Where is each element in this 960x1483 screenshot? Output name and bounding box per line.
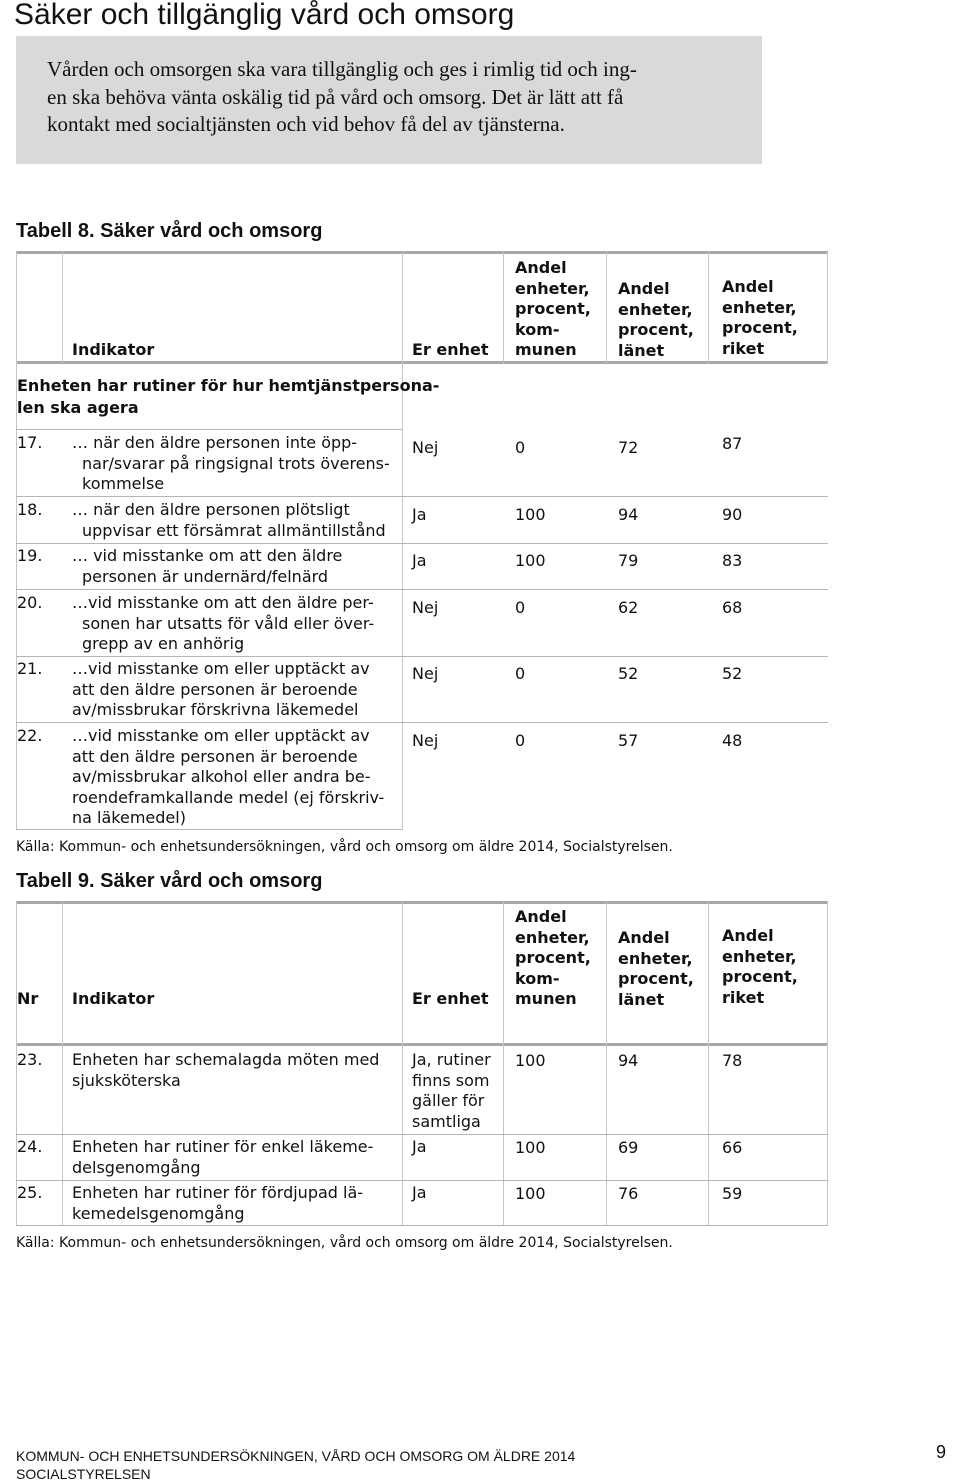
intro-line: Vården och omsorgen ska vara tillgänglig och ges i rimlig tid och ing- [47, 57, 637, 81]
table8-header-kommunen: Andel enheter, procent, kom- munen [515, 258, 591, 359]
table9-header-er-enhet: Er enhet [412, 989, 489, 1008]
row-number: 20. [17, 593, 43, 612]
table9-header-nr: Nr [17, 989, 39, 1008]
row-indicator-text: Enheten har schemalagda möten med sjuksköterska [72, 1050, 380, 1090]
row-kommunen: 0 [515, 598, 526, 617]
intro-line: en ska behöva vänta oskälig tid på vård och omsorg. Det är lätt att få [47, 84, 624, 109]
table8-header-er-enhet: Er enhet [412, 340, 489, 359]
row-kommunen: 100 [515, 1138, 546, 1157]
row-er-enhet: Nej [412, 731, 439, 750]
row-er-enhet: Nej [412, 664, 439, 683]
row-er-enhet: Nej [412, 438, 439, 457]
row-lanet: 72 [618, 438, 639, 457]
table9-vline [708, 902, 709, 1225]
table8-vline [708, 252, 709, 364]
row-number: 23. [17, 1050, 43, 1069]
row-riket: 78 [722, 1051, 743, 1070]
row-kommunen: 100 [515, 551, 546, 570]
table8-header-riket: Andel enheter, procent, riket [722, 277, 798, 358]
table9-vline [62, 902, 63, 1225]
row-kommunen: 0 [515, 664, 526, 683]
page-number: 9 [935, 1442, 946, 1462]
row-riket: 52 [722, 664, 743, 683]
row-indicator-text: …vid misstanke om att den äldre per- sonen har utsatts för våld eller över- grepp av en anhörig [72, 593, 375, 653]
row-riket: 59 [722, 1184, 743, 1203]
footer-publisher: SOCIALSTYRELSEN [16, 1466, 151, 1482]
table8-row-border [16, 496, 828, 497]
row-indicator-text: … vid misstanke om att den äldre personen är undernärd/felnärd [72, 546, 343, 586]
row-riket: 66 [722, 1138, 743, 1157]
table9-vline [606, 902, 607, 1225]
row-lanet: 52 [618, 664, 639, 683]
page-title: Säker och tillgänglig vård och omsorg [14, 0, 515, 31]
table8-vline [402, 252, 403, 830]
table8-source: Källa: Kommun- och enhetsundersökningen, vård och omsorg om äldre 2014, Socialstyrelsen. [16, 839, 673, 855]
table8-row-border [16, 543, 828, 544]
table9-header-riket: Andel enheter, procent, riket [722, 926, 798, 1007]
table9-row-border [16, 1134, 828, 1135]
table9-header-lanet: Andel enheter, procent, länet [618, 928, 694, 1009]
row-lanet: 94 [618, 505, 639, 524]
row-riket: 83 [722, 551, 743, 570]
table8-header-indikator: Indikator [72, 340, 155, 359]
table8-header-lanet: Andel enheter, procent, länet [618, 279, 694, 360]
intro-line: kontakt med socialtjänsten och vid behov få del av tjänsterna. [47, 112, 565, 136]
row-riket: 68 [722, 598, 743, 617]
row-er-enhet: Ja [412, 1183, 427, 1202]
table8-top-border [16, 251, 828, 254]
table9-header-kommunen: Andel enheter, procent, kom- munen [515, 907, 591, 1008]
table9-top-border [16, 901, 828, 904]
table8-section-label: Enheten har rutiner för hur hemtjänstpersona- len ska agera [17, 376, 440, 417]
row-indicator-text: Enheten har rutiner för fördjupad lä- kemedelsgenomgång [72, 1183, 364, 1223]
row-er-enhet: Nej [412, 598, 439, 617]
table8-title: Tabell 8. Säker vård och omsorg [16, 220, 323, 242]
row-kommunen: 0 [515, 438, 526, 457]
table8-row-border [16, 589, 828, 590]
table9-header-bottom-border [16, 1043, 828, 1046]
row-number: 19. [17, 546, 43, 565]
table9-vline [402, 902, 403, 1225]
table8-row-border [16, 722, 828, 723]
table8-row-border [16, 429, 402, 430]
table8-vline [606, 252, 607, 364]
table8-row-border [16, 656, 828, 657]
table9-source: Källa: Kommun- och enhetsundersökningen, vård och omsorg om äldre 2014, Socialstyrelsen. [16, 1235, 673, 1251]
row-kommunen: 100 [515, 1051, 546, 1070]
row-er-enhet: Ja [412, 1137, 427, 1156]
row-indicator-text: … när den äldre personen inte öpp- nar/svarar på ringsignal trots överens- kommelse [72, 433, 390, 493]
row-number: 25. [17, 1183, 43, 1202]
table8-header-bottom-border [16, 361, 828, 364]
row-lanet: 57 [618, 731, 639, 750]
table9-title: Tabell 9. Säker vård och omsorg [16, 870, 323, 892]
table8-vline [503, 252, 504, 364]
row-er-enhet: Ja [412, 505, 427, 524]
table9-vline [503, 902, 504, 1225]
row-number: 21. [17, 659, 43, 678]
footer-report-name: KOMMUN- OCH ENHETSUNDERSÖKNINGEN, VÅRD OCH OMSORG OM ÄLDRE 2014 [16, 1448, 576, 1464]
row-kommunen: 0 [515, 731, 526, 750]
table8-vline [62, 252, 63, 364]
row-lanet: 62 [618, 598, 639, 617]
row-indicator-text: …vid misstanke om eller upptäckt av att den äldre personen är beroende av/missbrukar alkohol eller andra be- roendeframkallande medel (ej förskriv- na läkemedel) [72, 726, 385, 827]
row-er-enhet: Ja [412, 551, 427, 570]
row-er-enhet: Ja, rutiner finns som gäller för samtliga [412, 1050, 491, 1131]
table9-row-border [16, 1180, 828, 1181]
table8-vline [827, 252, 828, 364]
row-number: 24. [17, 1137, 43, 1156]
row-lanet: 69 [618, 1138, 639, 1157]
table8-bottom-border [16, 829, 402, 830]
row-indicator-text: …vid misstanke om eller upptäckt av att den äldre personen är beroende av/missbrukar förskrivna läkemedel [72, 659, 370, 719]
row-riket: 48 [722, 731, 743, 750]
row-riket: 90 [722, 505, 743, 524]
row-riket: 87 [722, 434, 743, 453]
row-lanet: 94 [618, 1051, 639, 1070]
intro-box [16, 36, 762, 164]
row-lanet: 76 [618, 1184, 639, 1203]
row-kommunen: 100 [515, 505, 546, 524]
row-number: 18. [17, 500, 43, 519]
row-indicator-text: Enheten har rutiner för enkel läkeme- delsgenomgång [72, 1137, 374, 1177]
row-indicator-text: … när den äldre personen plötsligt uppvisar ett försämrat allmäntillstånd [72, 500, 386, 540]
row-lanet: 79 [618, 551, 639, 570]
row-number: 22. [17, 726, 43, 745]
table9-vline [827, 902, 828, 1225]
table9-bottom-border [16, 1225, 828, 1226]
row-kommunen: 100 [515, 1184, 546, 1203]
table9-header-indikator: Indikator [72, 989, 155, 1008]
row-number: 17. [17, 433, 43, 452]
